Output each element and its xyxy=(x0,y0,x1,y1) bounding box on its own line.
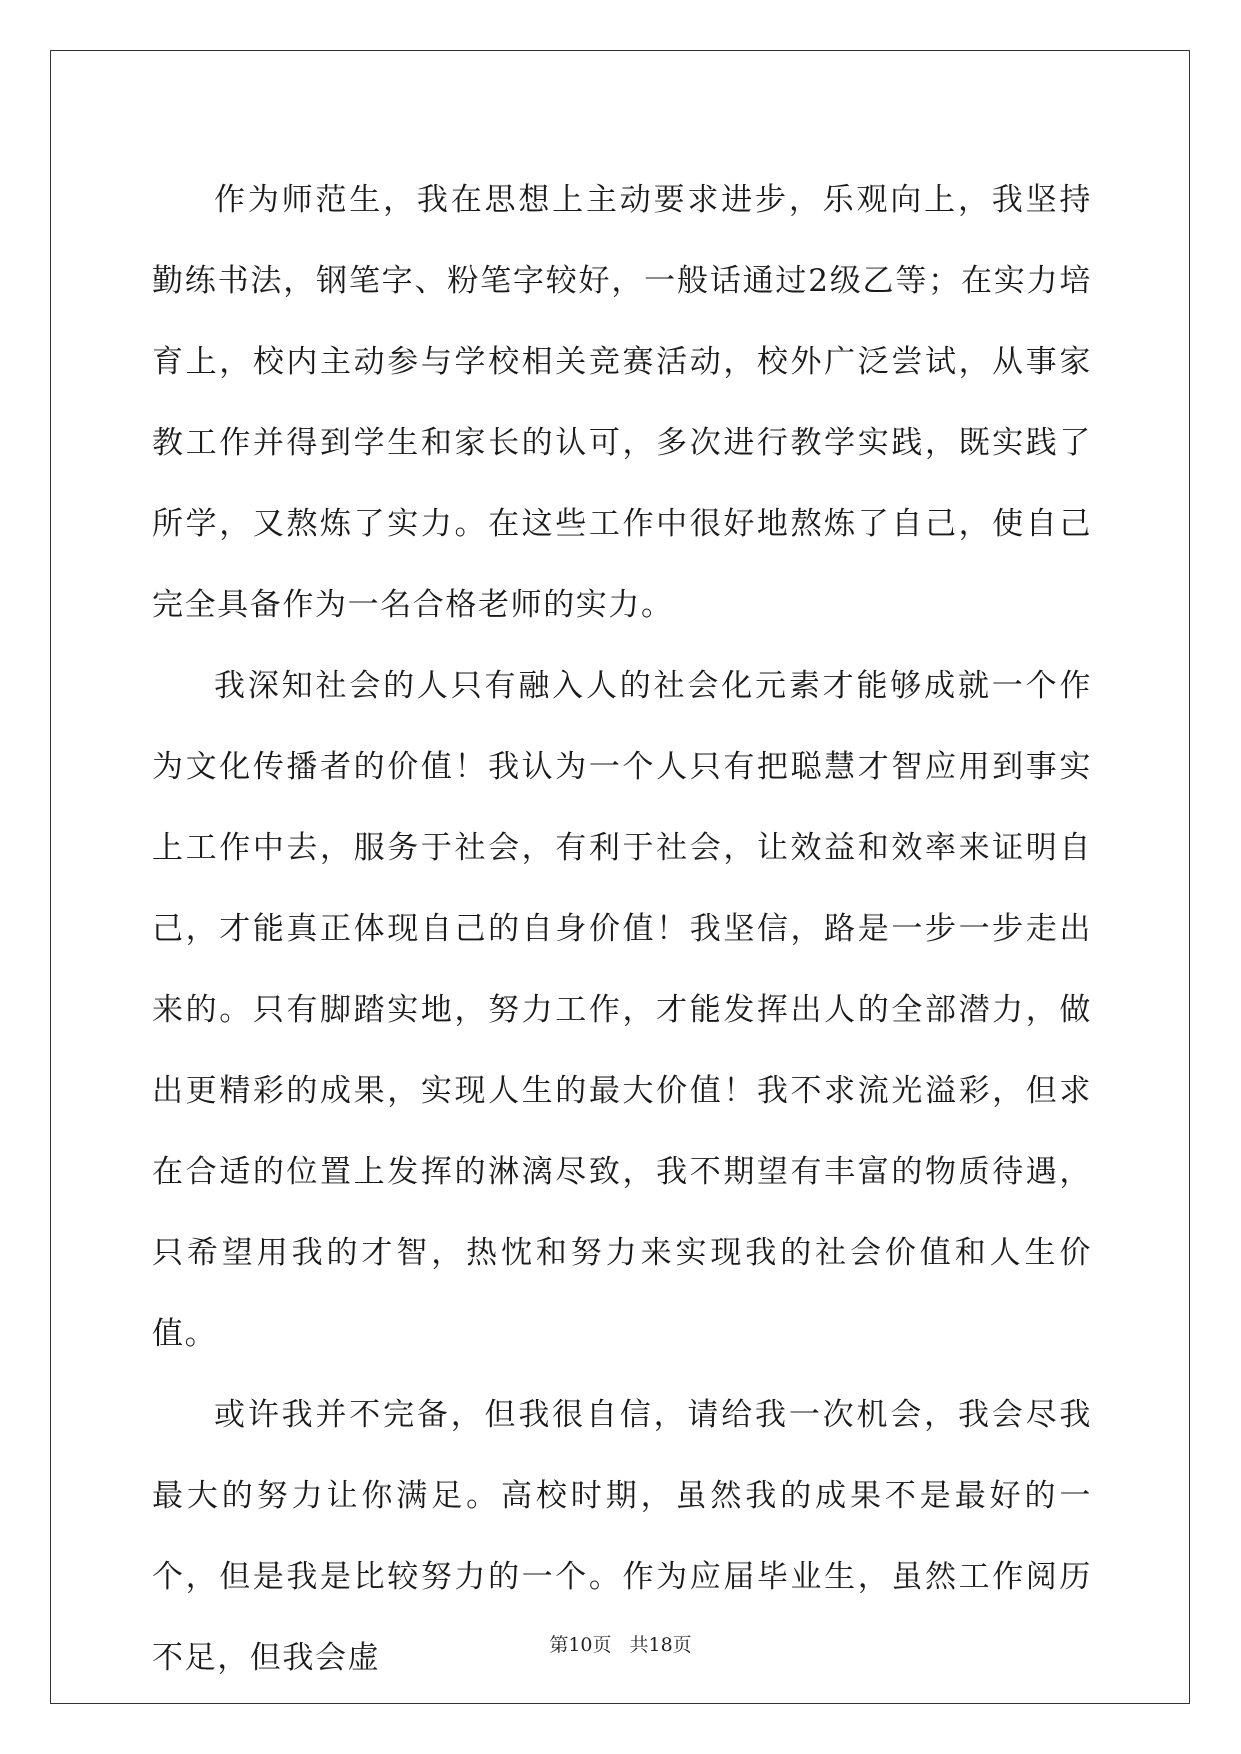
current-page-label: 第10页 xyxy=(549,1634,612,1656)
paragraph-2: 我深知社会的人只有融入人的社会化元素才能够成就一个作为文化传播者的价值！我认为一个人只有把聪慧才智应用到事实上工作中去，服务于社会，有利于社会，让效益和效率来证明自己，才能真正体现自己的自身价值！我坚信，路是一步一步走出来的。只有脚踏实地，努力工作，才能发挥出人的全部潜力，做出更精彩的成果，实现人生的最大价值！我不求流光溢彩，但求在合适的位置上发挥的淋漓尽致，我不期望有丰富的物质待遇，只希望用我的才智，热忱和努力来实现我的社会价值和人生价值。 xyxy=(152,668,1092,1352)
paragraph-1: 作为师范生，我在思想上主动要求进步，乐观向上，我坚持勤练书法，钢笔字、粉笔字较好，一般话通过2级乙等；在实力培育上，校内主动参与学校相关竞赛活动，校外广泛尝试，从事家教工作并得到学生和家长的认可，多次进行教学实践，既实践了所学，又熬炼了实力。在这些工作中很好地熬炼了自己，使自己完全具备作为一名合格老师的实力。 xyxy=(152,182,1092,623)
page-footer xyxy=(0,1630,1241,1657)
document-body xyxy=(152,160,1092,1699)
paragraph-3: 或许我并不完备，但我很自信，请给我一次机会，我会尽我最大的努力让你满足。高校时期，虽然我的成果不是最好的一个，但是我是比较努力的一个。作为应届毕业生，虽然工作阅历不足，但我会虚 xyxy=(152,1397,1092,1676)
total-pages-label: 共18页 xyxy=(629,1634,692,1656)
